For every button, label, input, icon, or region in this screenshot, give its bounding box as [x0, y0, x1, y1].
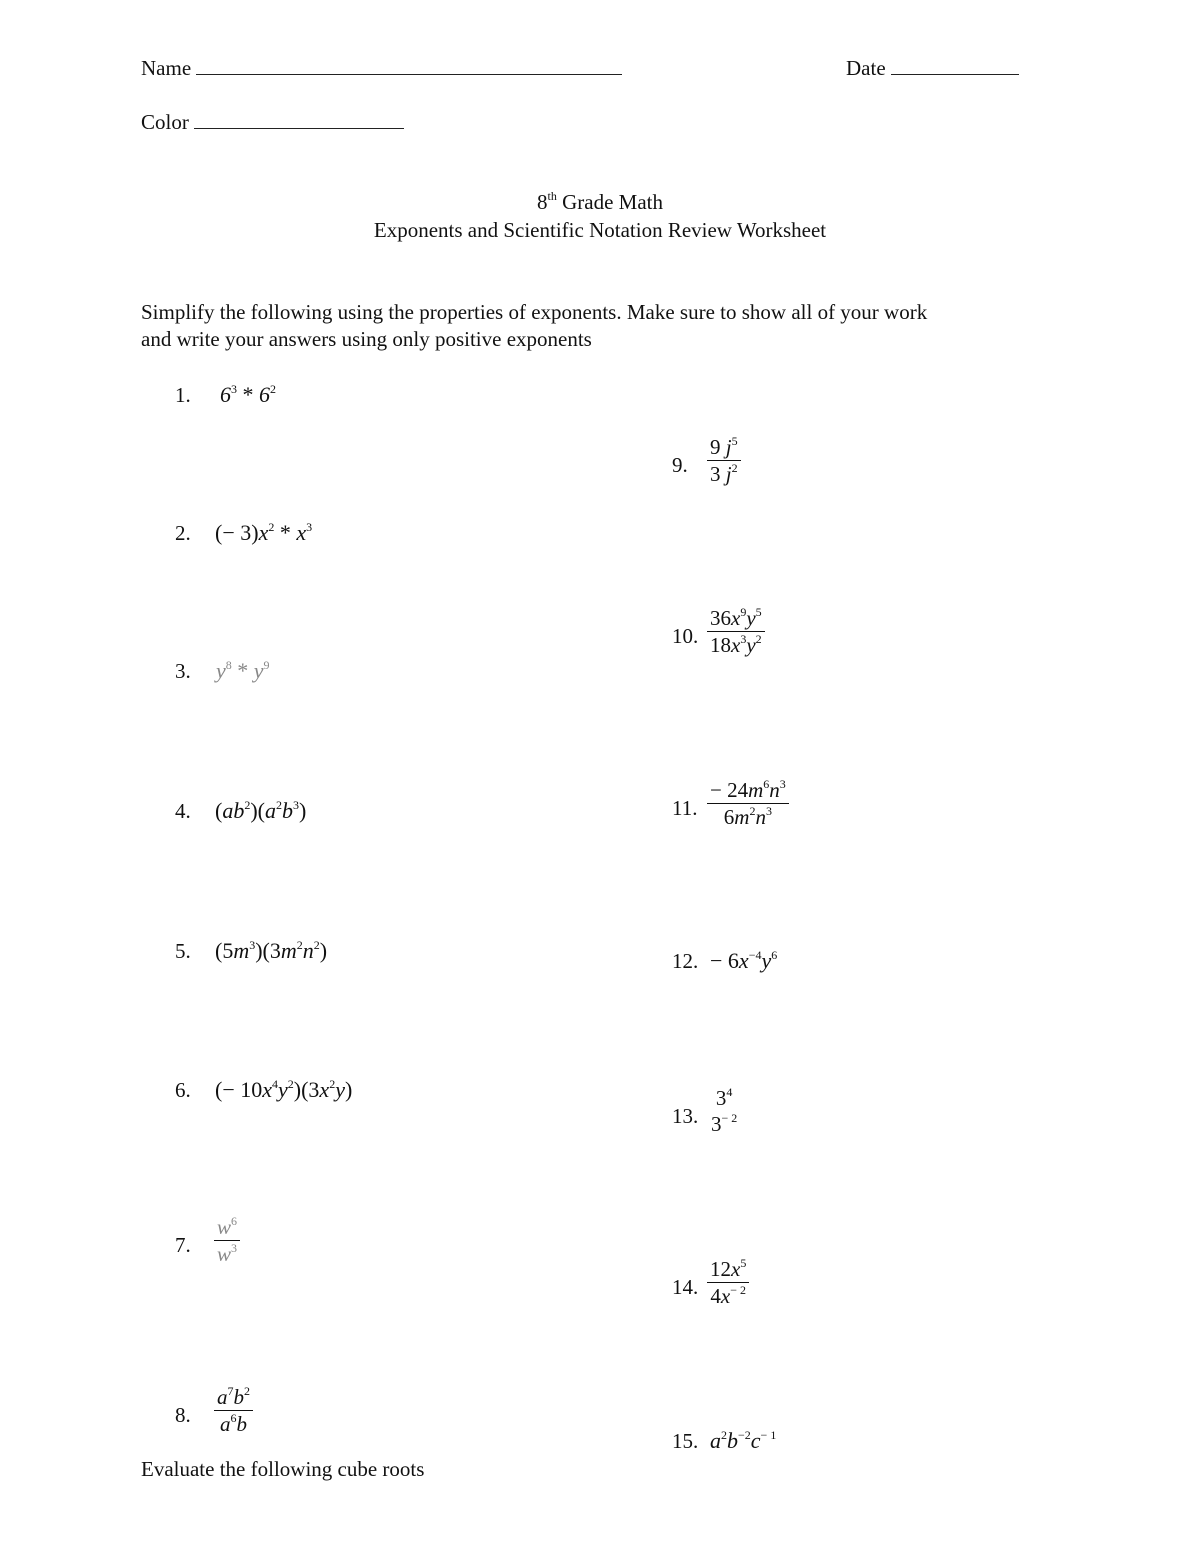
problem-14-expression: $\frac{12x^5}{4x^{- 2}}$	[707, 1257, 749, 1308]
problem-15-expression: $a^2b^{-2}c^{- 1}$	[710, 1428, 777, 1453]
problem-5-number: 5.	[175, 939, 191, 963]
name-label: Name	[141, 56, 192, 80]
date-blank[interactable]	[891, 56, 1019, 75]
color-field[interactable]	[141, 110, 404, 135]
problem-4-expression: $(ab^2)(a^2b^3)$	[215, 798, 307, 823]
problem-6-number: 6.	[175, 1078, 191, 1102]
problem-13-number: 13.	[672, 1104, 699, 1128]
problem-4-number: 4.	[175, 799, 191, 823]
date-label: Date	[846, 56, 886, 80]
problem-12-expression: − $6x^{-4}y^6$	[710, 948, 778, 973]
problem-1-expression: $6^3 * 6^2$	[220, 382, 276, 407]
problem-7-number: 7.	[175, 1233, 191, 1257]
problem-11-expression: $\frac{- 24m^6n^3}{6m^2n^3}$	[707, 778, 789, 829]
color-blank[interactable]	[194, 110, 404, 129]
problem-9-number: 9.	[672, 453, 688, 477]
problem-10-number: 10.	[672, 624, 699, 648]
cube-roots-heading: Evaluate the following cube roots	[141, 1457, 425, 1481]
problem-15-number: 15.	[672, 1429, 699, 1453]
problem-8-number: 8.	[175, 1403, 191, 1427]
problem-7-expression: $\frac{w^6}{w^3}$	[214, 1215, 240, 1266]
name-field[interactable]	[141, 56, 622, 81]
problem-14-number: 14.	[672, 1275, 699, 1299]
problem-3-number: 3.	[175, 659, 191, 683]
date-field[interactable]	[846, 56, 1019, 81]
problem-11-number: 11.	[672, 796, 698, 820]
name-blank[interactable]	[196, 56, 622, 75]
problem-5-expression: $(5m^3)(3m^2n^2)$	[215, 938, 328, 963]
problem-8-expression: $\frac{a^7b^2}{a^6b}$	[214, 1385, 253, 1436]
problem-2-number: 2.	[175, 521, 191, 545]
page-title: 8th Grade Math	[537, 189, 663, 214]
problem-6-expression: (− $10x^4y^2)(3x^2y)$	[215, 1077, 353, 1102]
problem-10-expression: $\frac{36x^9y^5}{18x^3y^2}$	[707, 606, 765, 657]
problem-3-expression: $y^8 * y^9$	[216, 658, 270, 683]
instructions-line-1: Simplify the following using the properties of exponents. Make sure to show all of your work	[141, 300, 928, 324]
problem-2-expression: (− $3)x^2 * x^3$	[215, 520, 313, 545]
problem-13-expression: $3^4$ $3^{- 2}$	[711, 1085, 738, 1136]
color-label: Color	[141, 110, 189, 134]
page-subtitle: Exponents and Scientific Notation Review Worksheet	[373, 218, 827, 242]
instructions-line-2: and write your answers using only positive exponents	[141, 327, 592, 351]
problem-1-number: 1.	[175, 383, 191, 407]
problem-12-number: 12.	[672, 949, 699, 973]
problem-9-expression: $\frac{9 j^5}{3 j^2}$	[707, 435, 741, 486]
